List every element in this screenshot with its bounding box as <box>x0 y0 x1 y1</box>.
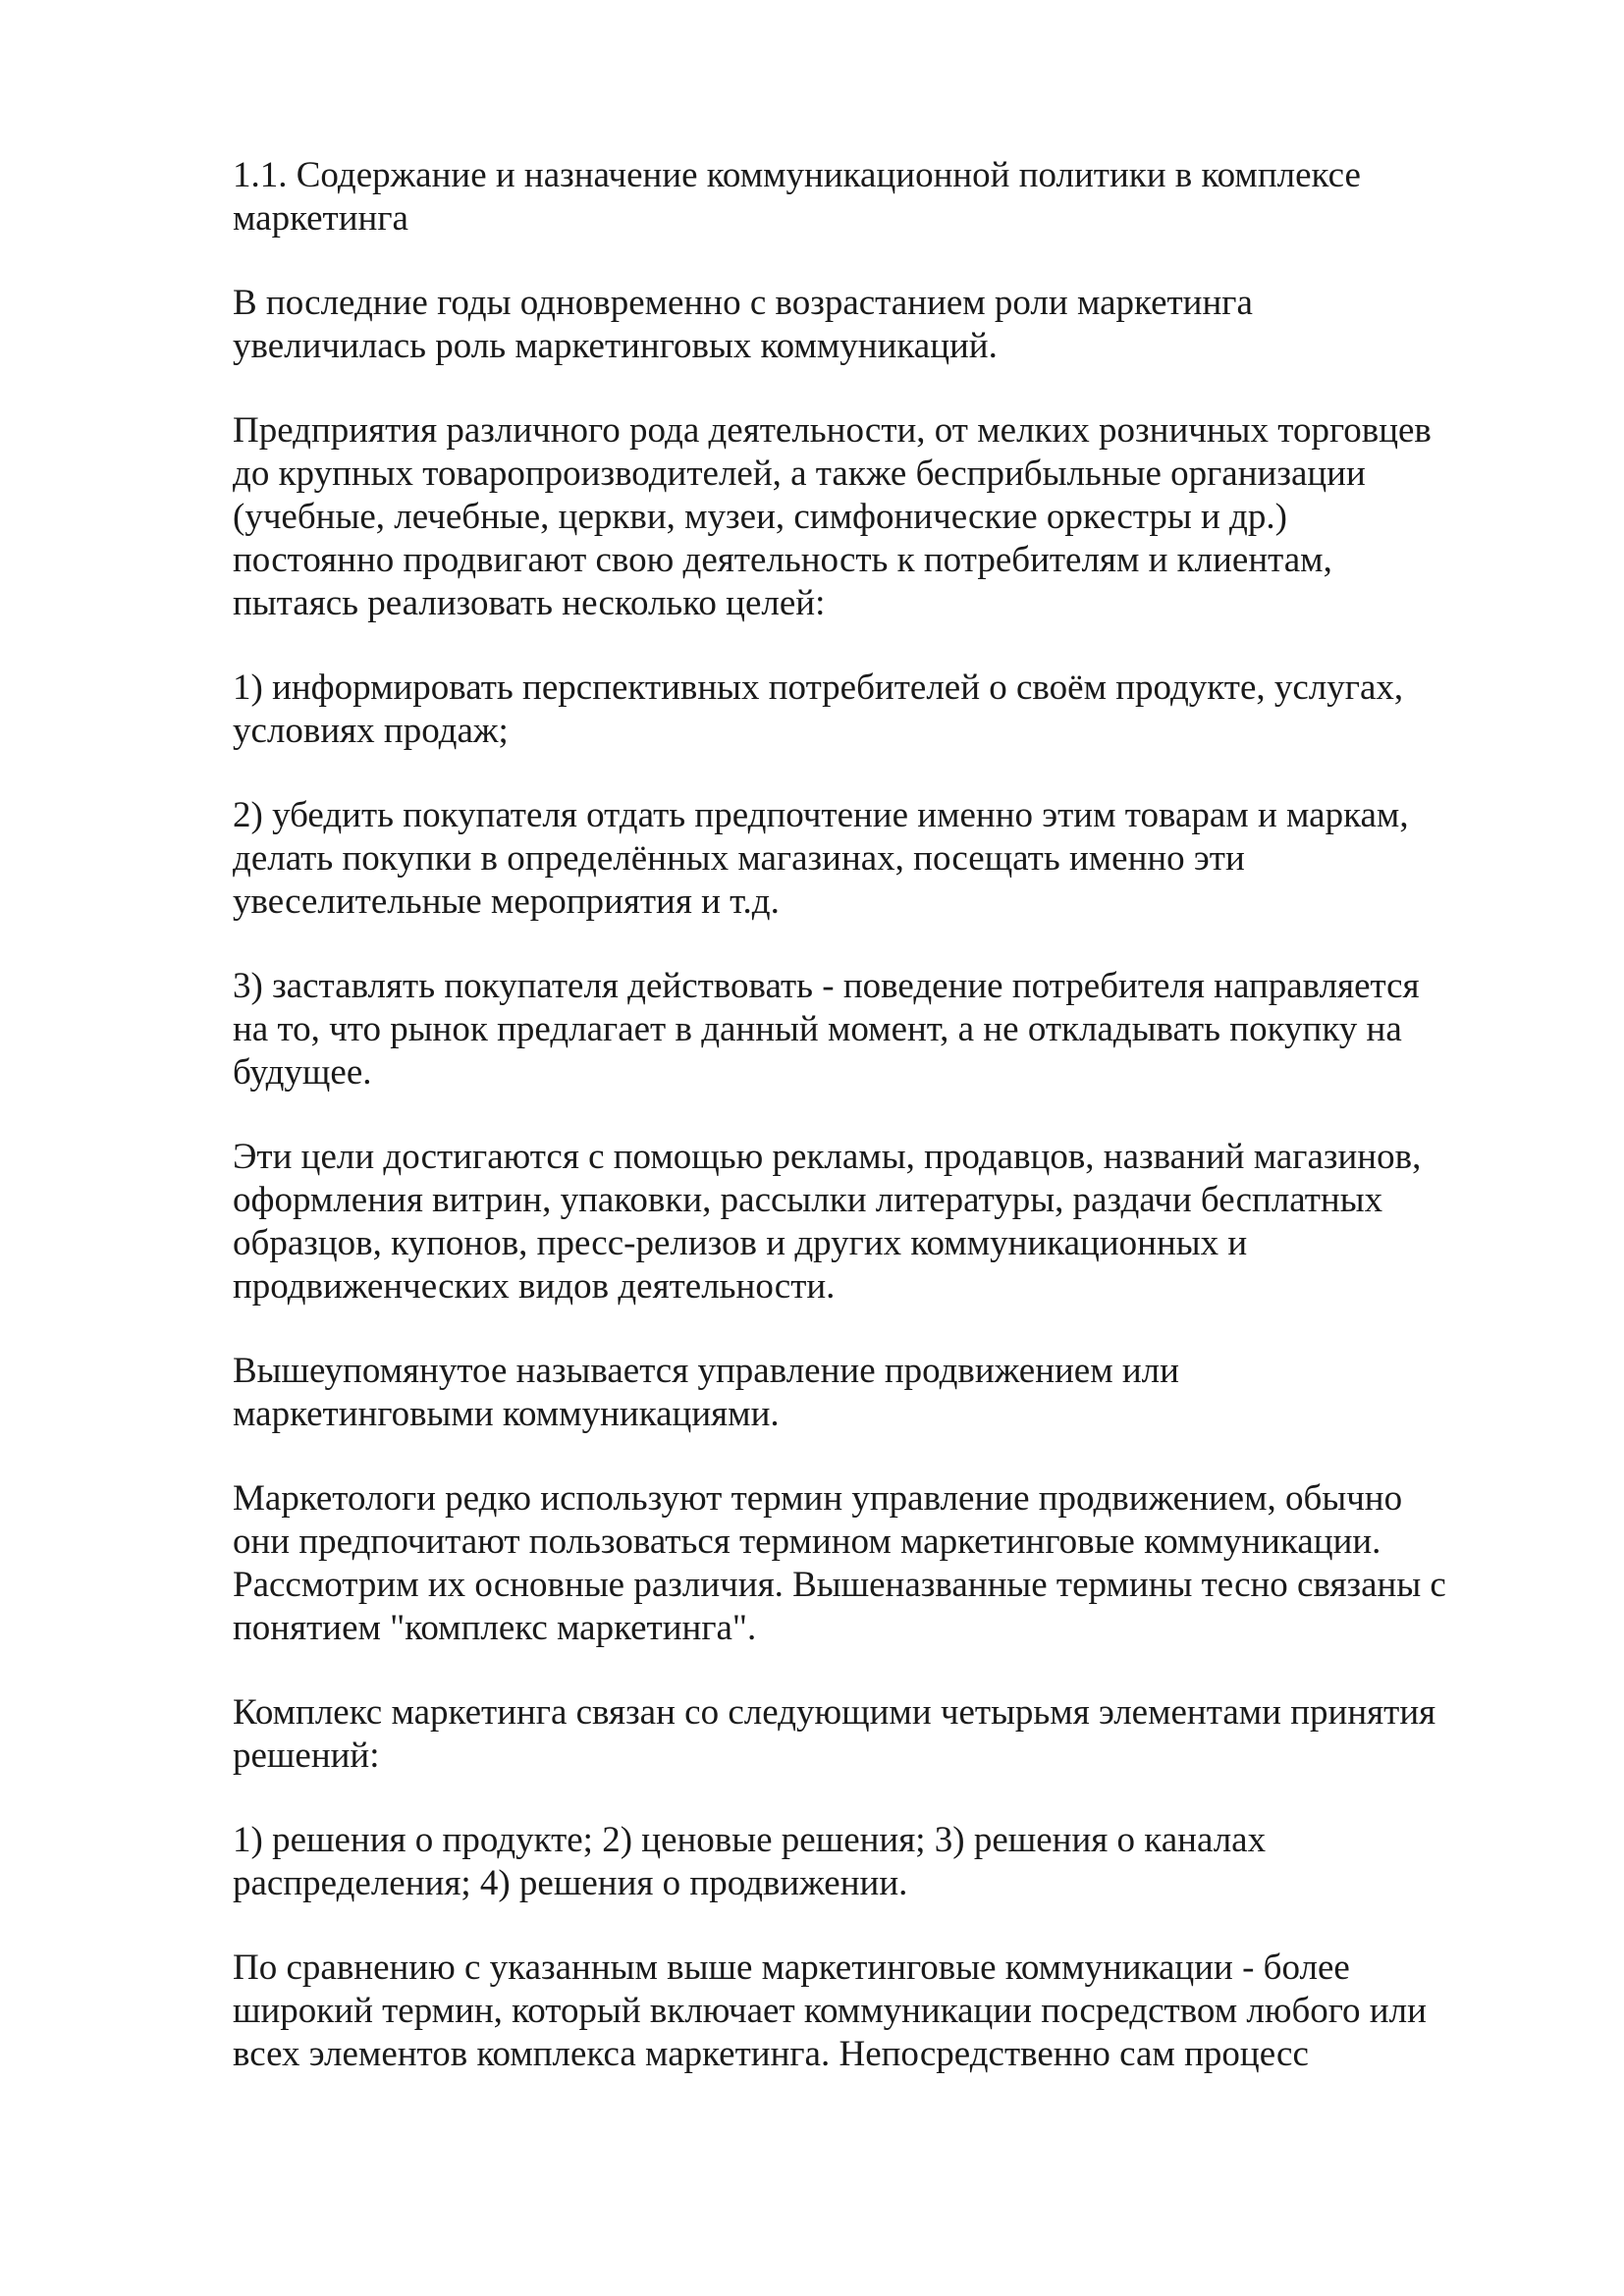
paragraph-4: 2) убедить покупателя отдать предпочтение именно этим товарам и маркам, делать покупки в определённых магазинах, посещать именно эти увеселительные мероприятия и т.д. <box>233 795 1409 922</box>
paragraph-5: 3) заставлять покупателя действовать - поведение потребителя направляется на то, что рынок предлагает в данный момент, а не откладывать покупку на будущее. <box>233 966 1420 1093</box>
paragraph-1: В последние годы одновременно с возрастанием роли маркетинга увеличилась роль маркетинговых коммуникаций. <box>233 283 1253 366</box>
section-heading: 1.1. Содержание и назначение коммуникационной политики в комплексе маркетинга <box>233 155 1361 239</box>
paragraph-6: Эти цели достигаются с помощью рекламы, продавцов, названий магазинов, оформления витрин, упаковки, рассылки литературы, раздачи бесплатных образцов, купонов, пресс-релизов и других коммуникационных и продвиженческих видов деятельности. <box>233 1137 1422 1307</box>
paragraph-3: 1) информировать перспективных потребителей о своём продукте, услугах, условиях продаж; <box>233 667 1404 751</box>
paragraph-9: Комплекс маркетинга связан со следующими четырьмя элементами принятия решений: <box>233 1692 1436 1776</box>
document-body <box>233 154 1548 2117</box>
paragraph-11: По сравнению с указанным выше маркетинговые коммуникации - более широкий термин, который включает коммуникации посредством любого или всех элементов комплекса маркетинга. Непосредственно сам процесс <box>233 1948 1427 2074</box>
paragraph-2: Предприятия различного рода деятельности, от мелких розничных торговцев до крупных товаропроизводителей, а также бесприбыльные организации (учебные, лечебные, церкви, музеи, симфонические оркестры и др.) постоянно продвигают свою деятельность к потребителям и клиентам, пытаясь реализовать несколько целей: <box>233 410 1432 623</box>
paragraph-10: 1) решения о продукте; 2) ценовые решения; 3) решения о каналах распределения; 4) решения о продвижении. <box>233 1820 1267 1903</box>
paragraph-7: Вышеупомянутое называется управление продвижением или маркетинговыми коммуникациями. <box>233 1351 1179 1434</box>
paragraph-8: Маркетологи редко используют термин управление продвижением, обычно они предпочитают пользоваться термином маркетинговые коммуникации. Рассмотрим их основные различия. Вышеназванные термины тесно связаны с понятием "комплекс маркетинга". <box>233 1478 1446 1648</box>
